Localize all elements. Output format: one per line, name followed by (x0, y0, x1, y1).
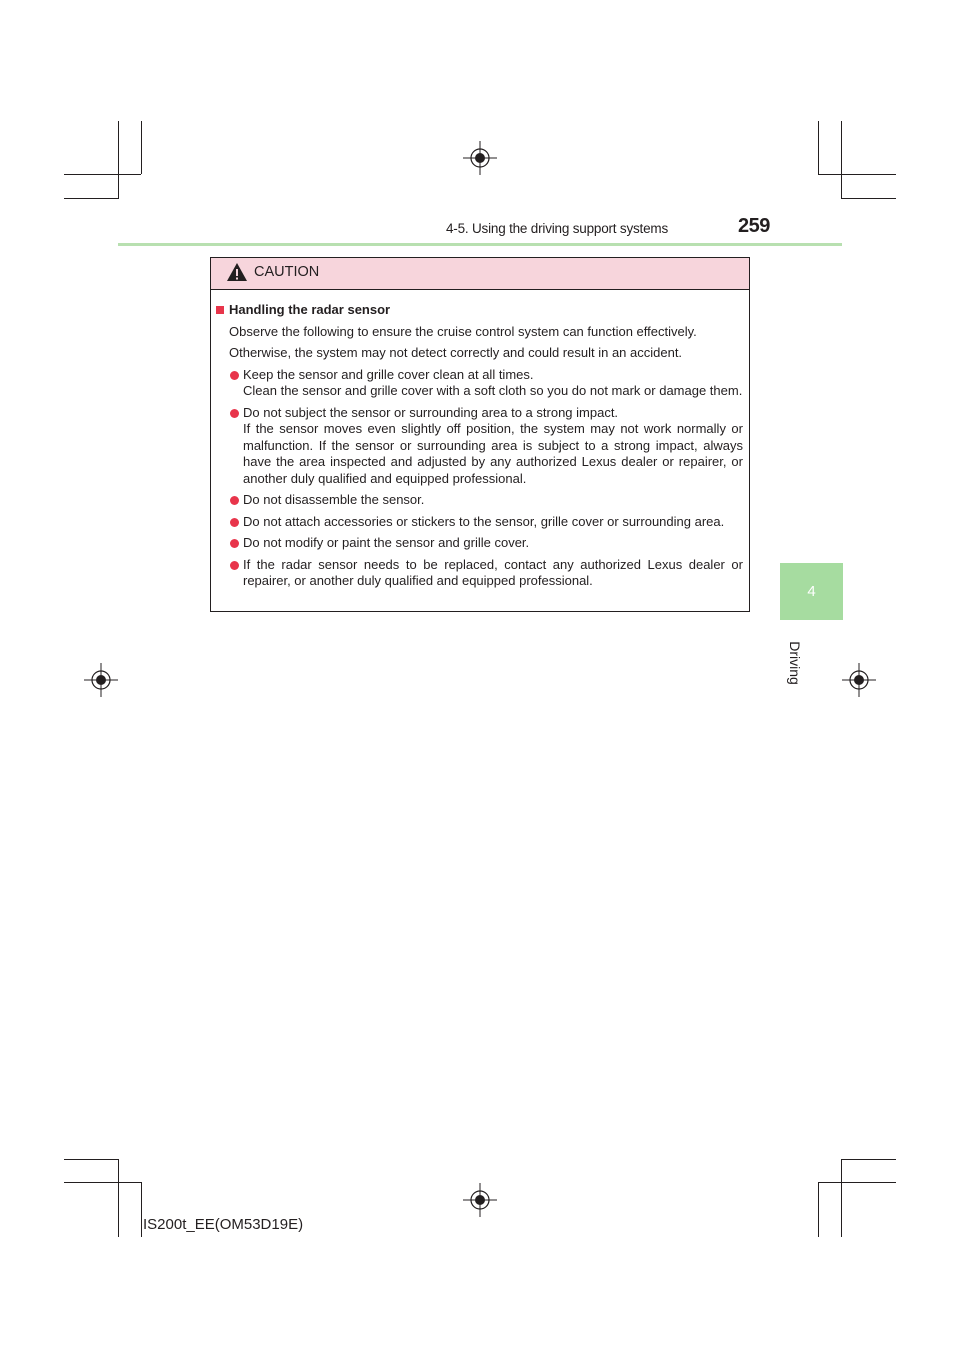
caution-section-title (216, 302, 743, 319)
crop-mark (141, 121, 142, 174)
crop-mark (64, 1159, 119, 1160)
chapter-label: Driving (787, 641, 803, 685)
chapter-tab[interactable] (780, 563, 843, 620)
list-item (216, 557, 743, 590)
crop-mark (64, 174, 141, 175)
section-heading: 4-5. Using the driving support systems (446, 221, 668, 236)
square-bullet-icon (216, 306, 224, 314)
registration-mark-icon (84, 663, 118, 697)
list-item (216, 535, 743, 552)
registration-mark-icon (842, 663, 876, 697)
crop-mark (818, 1182, 896, 1183)
caution-box (210, 257, 750, 612)
list-item-detail: If the sensor moves even slightly off position, the system may not work normally or malfunction. If the sensor or surrounding area is subject to a strong impact, always have the area inspected and adjusted by any authorized Lexus dealer or repairer, or another duly qualified and equipped professional. (243, 421, 743, 486)
list-item-title: Do not attach accessories or stickers to the sensor, grille cover or surrounding area. (243, 513, 725, 529)
crop-mark (64, 1182, 141, 1183)
intro-paragraph: Otherwise, the system may not detect correctly and could result in an accident. (229, 345, 683, 360)
caution-body (211, 290, 749, 590)
registration-mark-icon (463, 141, 497, 175)
page-number: 259 (738, 215, 770, 237)
crop-mark (818, 174, 896, 175)
list-item (216, 367, 743, 400)
bullet-dot-icon (230, 409, 239, 418)
crop-mark (841, 1159, 842, 1237)
list-item-title: Keep the sensor and grille cover clean at all times. (243, 366, 534, 382)
header-divider (118, 243, 842, 246)
list-item-detail: Clean the sensor and grille cover with a soft cloth so you do not mark or damage them. (243, 383, 743, 398)
crop-mark (818, 121, 819, 174)
bullet-dot-icon (230, 371, 239, 380)
caution-header (211, 258, 749, 290)
list-item (216, 514, 743, 531)
list-item (216, 492, 743, 509)
chapter-number: 4 (807, 583, 816, 600)
caution-label: CAUTION (254, 264, 320, 280)
document-code: IS200t_EE(OM53D19E) (143, 1216, 304, 1233)
list-item-title: Do not subject the sensor or surrounding area to a strong impact. (243, 404, 619, 420)
bullet-dot-icon (230, 561, 239, 570)
crop-mark (118, 121, 119, 199)
crop-mark (118, 1159, 119, 1237)
bullet-dot-icon (230, 539, 239, 548)
bullet-dot-icon (230, 496, 239, 505)
intro-paragraph: Observe the following to ensure the cruise control system can function effectively. (229, 323, 697, 339)
bullet-dot-icon (230, 518, 239, 527)
crop-mark (841, 1159, 896, 1160)
warning-triangle-icon (226, 262, 248, 282)
crop-mark (841, 198, 896, 199)
crop-mark (141, 1182, 142, 1237)
section-title-text: Handling the radar sensor (229, 302, 391, 317)
list-item-title: Do not modify or paint the sensor and grille cover. (243, 535, 530, 550)
list-item (216, 405, 743, 488)
registration-mark-icon (463, 1183, 497, 1217)
list-item-title: Do not disassemble the sensor. (243, 492, 425, 507)
crop-mark (841, 121, 842, 199)
crop-mark (818, 1182, 819, 1237)
list-item-title: If the radar sensor needs to be replaced, contact any authorized Lexus dealer or repairer, or another duly qualified and equipped professional. (243, 556, 743, 588)
crop-mark (64, 198, 119, 199)
